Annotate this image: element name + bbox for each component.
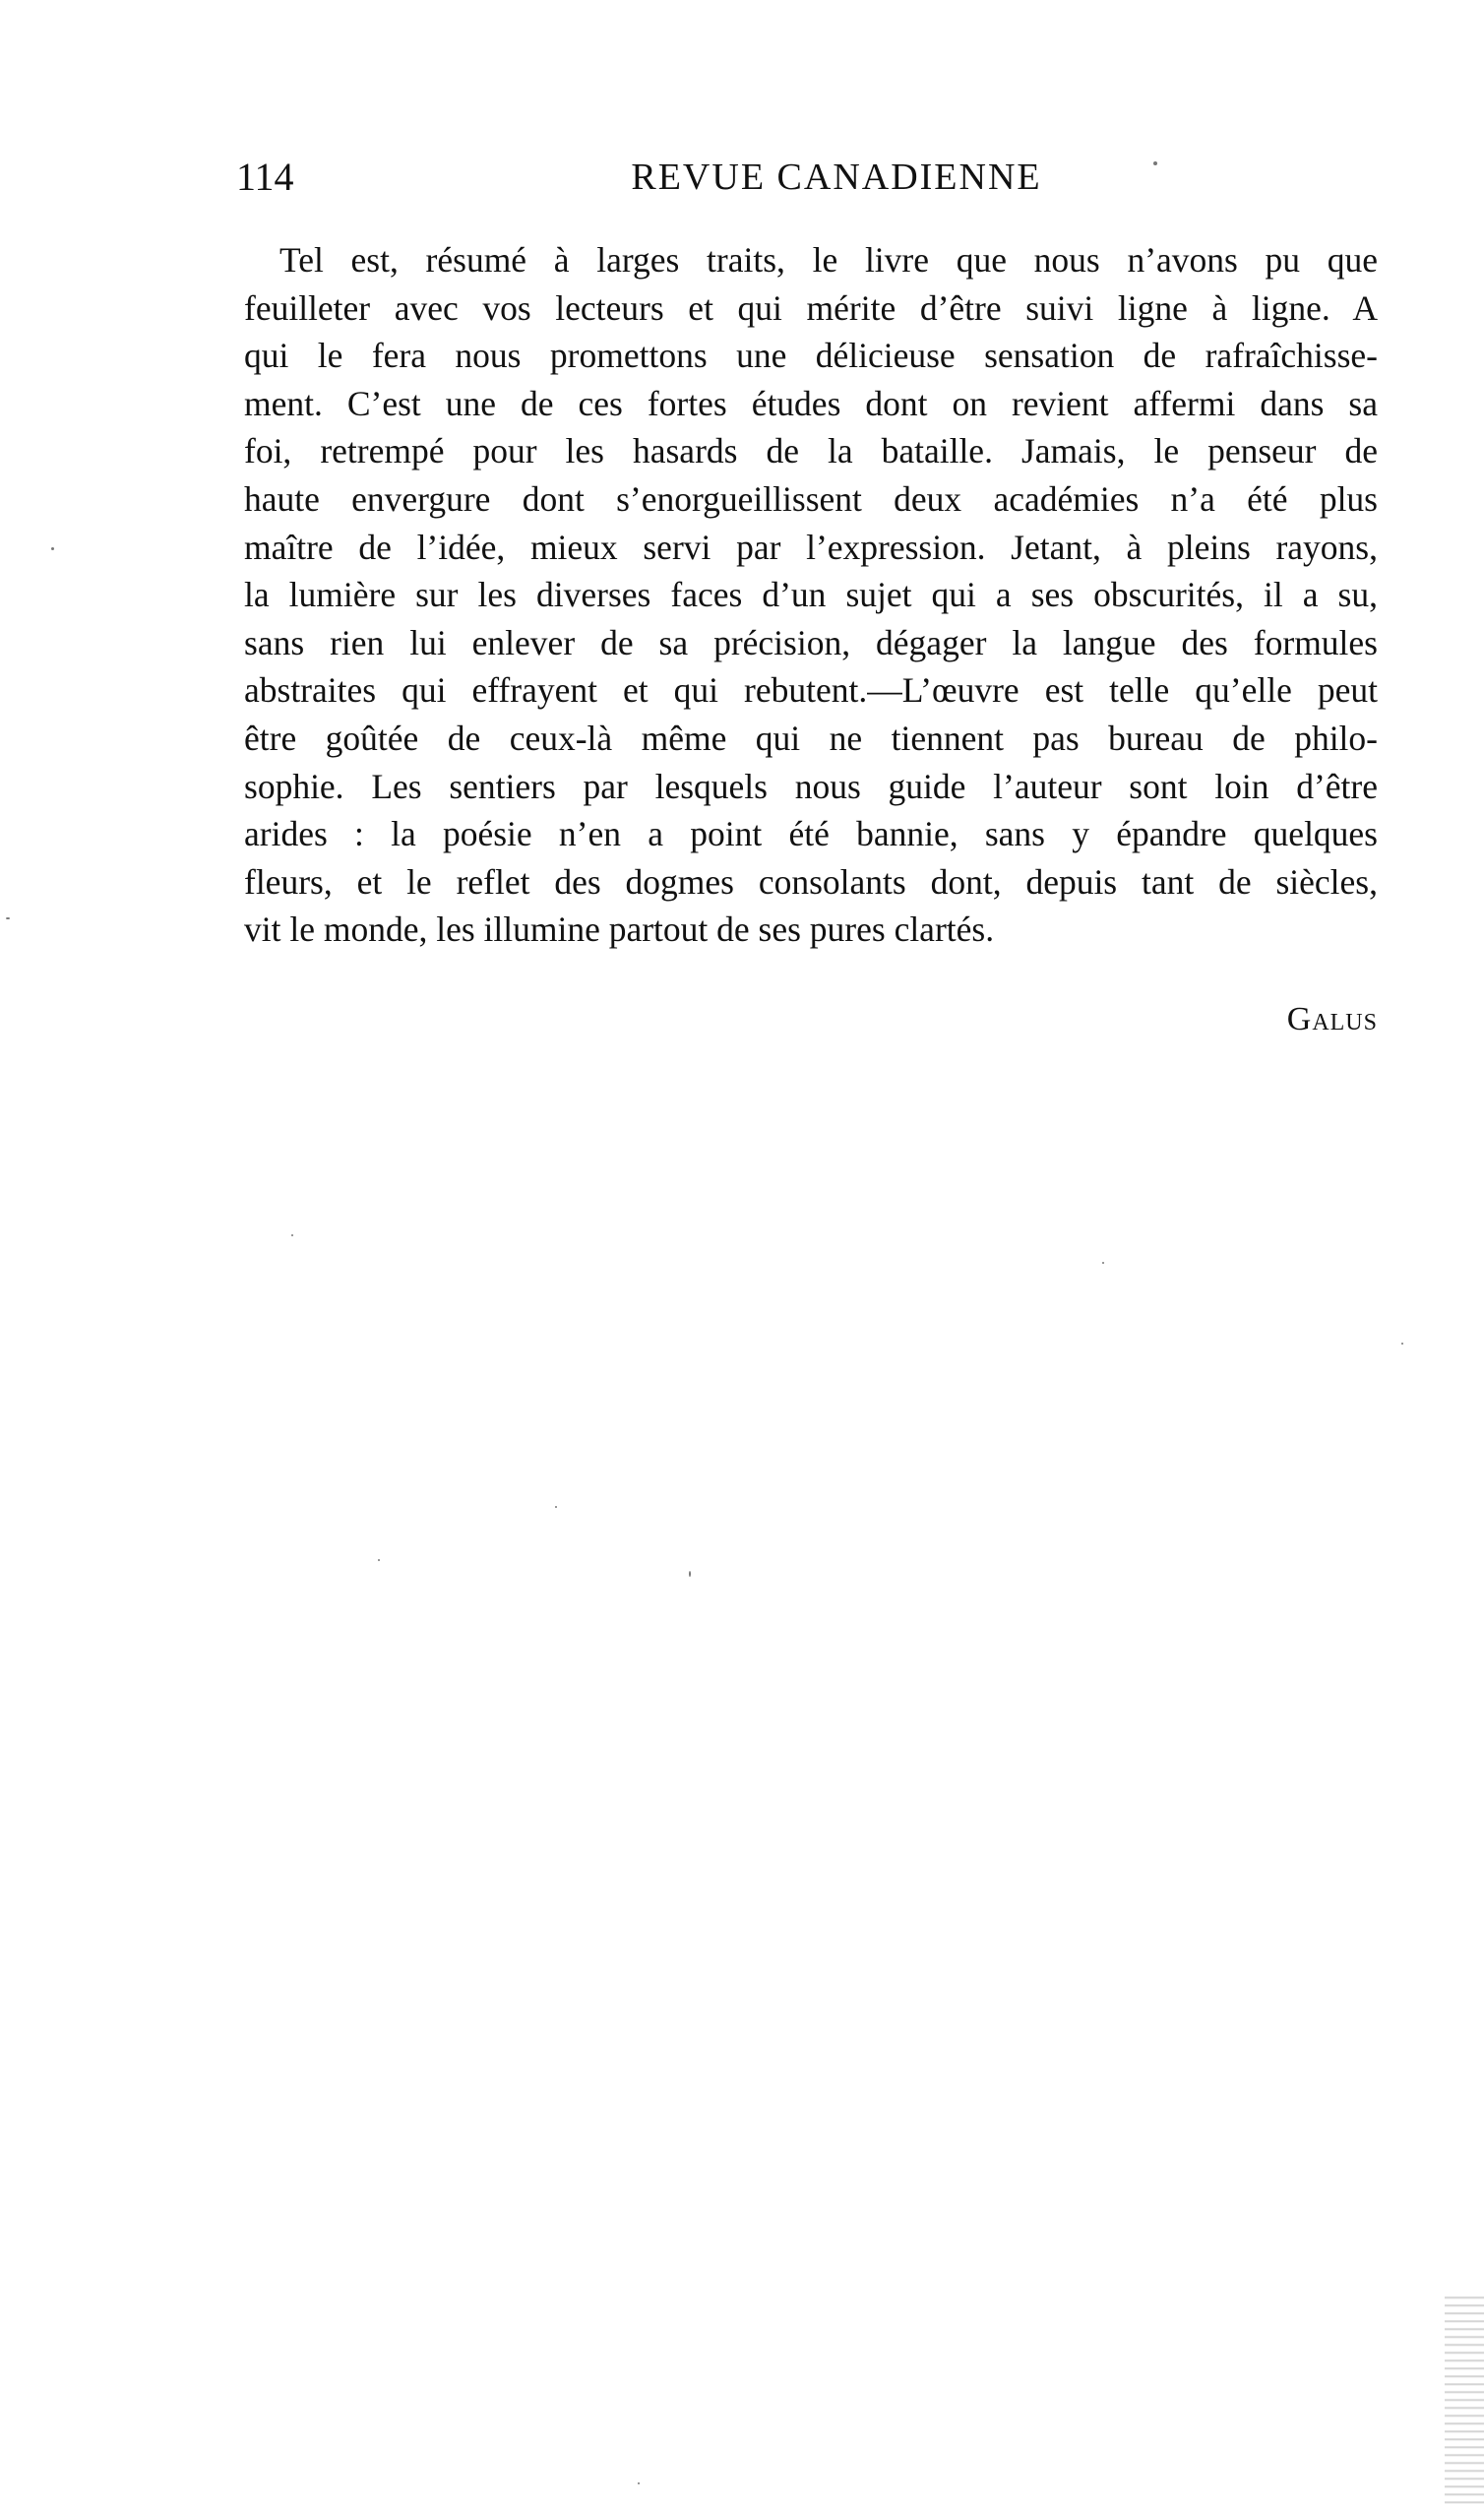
- journal-title: REVUE CANADIENNE: [631, 157, 1042, 198]
- scan-speck: [555, 1506, 557, 1508]
- scan-speck: [689, 1571, 691, 1577]
- text-line: maître de l’idée, mieux servi par l’expression. Jetant, à pleins rayons,: [244, 527, 1378, 567]
- scan-speck: [1153, 161, 1157, 165]
- text-line: la lumière sur les diverses faces d’un sujet qui a ses obscurités, il a su,: [244, 575, 1378, 615]
- scan-speck: [638, 2482, 640, 2484]
- text-line: qui le fera nous promettons une délicieuse sensation de rafraîchisse-: [244, 336, 1378, 376]
- text-line: haute envergure dont s’enorgueillissent deux académies n’a été plus: [244, 478, 1378, 519]
- scan-speck: [1102, 1262, 1104, 1264]
- scan-edge-noise: [1445, 2291, 1484, 2508]
- running-head: [236, 148, 1378, 207]
- text-line: arides : la poésie n’en a point été bannie, sans y épandre quelques: [244, 814, 1378, 854]
- scan-speck: [6, 917, 10, 919]
- author-signature: Galus: [1286, 1001, 1378, 1037]
- scan-speck: [51, 547, 54, 550]
- text-line: foi, retrempé pour les hasards de la bataille. Jamais, le penseur de: [244, 431, 1378, 471]
- text-line: sans rien lui enlever de sa précision, dégager la langue des formules: [244, 622, 1378, 662]
- scan-speck: [1401, 1343, 1403, 1345]
- text-line: fleurs, et le reflet des dogmes consolants dont, depuis tant de siècles,: [244, 861, 1378, 902]
- text-line: feuilleter avec vos lecteurs et qui mérite d’être suivi ligne à ligne. A: [244, 287, 1378, 328]
- page-number: 114: [236, 155, 294, 199]
- scan-speck: [291, 1234, 293, 1236]
- text-line: Tel est, résumé à larges traits, le livre que nous n’avons pu que: [279, 240, 1378, 280]
- text-line: vit le monde, les illumine partout de ses pures clartés.: [244, 909, 995, 950]
- text-line: sophie. Les sentiers par lesquels nous guide l’auteur sont loin d’être: [244, 766, 1378, 806]
- text-line: abstraites qui effrayent et qui rebutent.—L’œuvre est telle qu’elle peut: [244, 670, 1378, 711]
- body-paragraph: [244, 236, 1378, 954]
- text-line: ment. C’est une de ces fortes études dont on revient affermi dans sa: [244, 383, 1378, 423]
- text-line: être goûtée de ceux-là même qui ne tiennent pas bureau de philo-: [244, 718, 1378, 758]
- scan-speck: [378, 1559, 380, 1561]
